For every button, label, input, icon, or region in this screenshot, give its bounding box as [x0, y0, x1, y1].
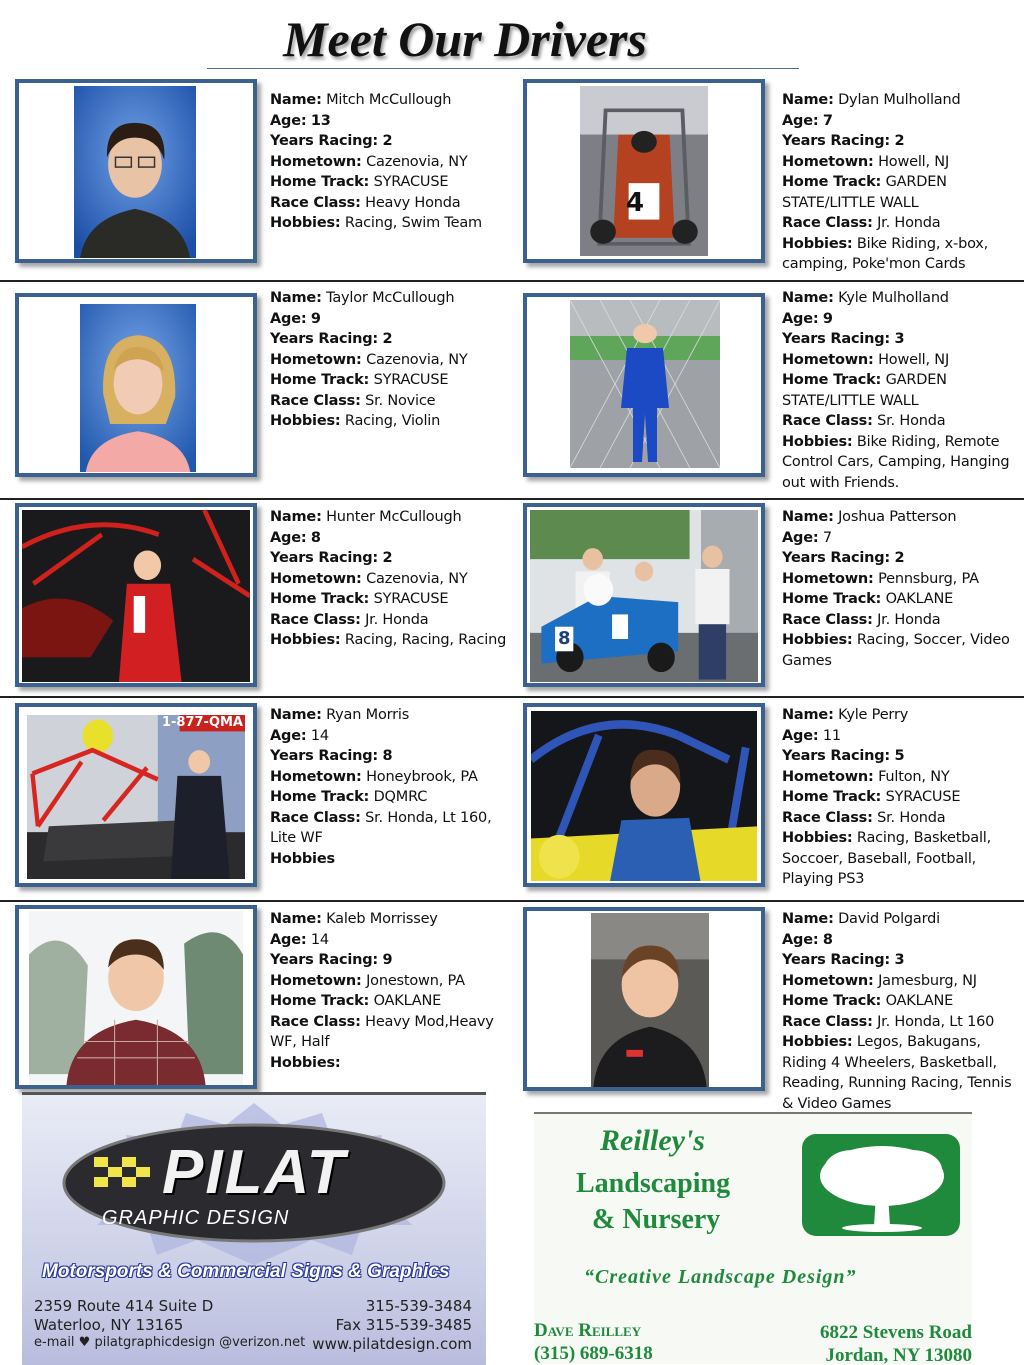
driver-info: Name: Kaleb Morrissey Age: 14 Years Racing: 9 Hometown: Jonestown, PA Home Track: OAKLANE Race Class: Heavy Mod,Heavy WF, Half Hobbies:: [270, 911, 494, 1071]
driver-info: Name: Kyle Mulholland Age: 9 Years Racing: 3 Hometown: Howell, NJ Home Track: GARDEN STATE/LITTLE WALL Race Class: Sr. Honda Hobbies: Bike Riding, Remote Control Cars, Camping, Hanging out with Friends.: [782, 290, 1010, 491]
driver-photo-frame: [15, 905, 257, 1089]
driver-info: Name: Mitch McCullough Age: 13 Years Racing: 2 Hometown: Cazenovia, NY Home Track: SYRACUSE Race Class: Heavy Honda Hobbies: Racing, Swim Team: [270, 92, 482, 231]
pilat-address-line: Waterloo, NY 13165: [34, 1316, 184, 1334]
banner-text: 1-877-QMA: [161, 715, 243, 730]
driver-info: Name: Kyle Perry Age: 11 Years Racing: 5 Hometown: Fulton, NY Home Track: SYRACUSE Race Class: Sr. Honda Hobbies: Racing, Basketball, Soccoer, Baseball, Football, Playing PS3: [782, 707, 992, 887]
reilley-ad: [534, 1112, 972, 1364]
reilley-address: Jordan, NY 13080: [825, 1345, 972, 1364]
driver-photo-frame: [523, 293, 765, 477]
pilat-subtitle: GRAPHIC DESIGN: [102, 1207, 290, 1229]
pilat-email: e-mail ♥ pilatgraphicdesign @verizon.net: [34, 1335, 306, 1350]
driver-photo: [80, 304, 196, 472]
driver-photo-frame: [15, 293, 257, 477]
driver-photo: [22, 510, 250, 682]
pilat-fax: Fax 315-539-3485: [335, 1316, 472, 1334]
row-divider: [0, 696, 1024, 698]
tree-icon: [802, 1134, 960, 1236]
pilat-ad: [22, 1092, 486, 1365]
driver-photo: [27, 715, 245, 879]
driver-info: Name: Taylor McCullough Age: 9 Years Racing: 2 Hometown: Cazenovia, NY Home Track: SYRACUSE Race Class: Sr. Novice Hobbies: Racing, Violin: [270, 290, 468, 429]
reilley-phone: (315) 689-6318: [534, 1343, 653, 1364]
car-number: 8: [558, 628, 571, 649]
row-divider: [0, 498, 1024, 500]
row-divider: [0, 280, 1024, 282]
pilat-tagline: Motorsports & Commercial Signs & Graphics: [42, 1261, 450, 1282]
driver-photo: [591, 913, 709, 1087]
driver-photo-frame: [15, 703, 257, 887]
reilley-tagline: “Creative Landscape Design”: [584, 1266, 857, 1288]
reilley-name: Landscaping: [576, 1168, 731, 1199]
title-underline: [207, 68, 799, 69]
driver-photo: [530, 510, 758, 682]
car-number: 4: [625, 188, 645, 218]
driver-info: Name: Dylan Mulholland Age: 7 Years Racing: 2 Hometown: Howell, NJ Home Track: GARDEN STATE/LITTLE WALL Race Class: Jr. Honda Hobbies: Bike Riding, x-box, camping, Poke'mon Cards: [782, 92, 989, 272]
driver-photo: [570, 300, 720, 468]
driver-photo-frame: [15, 79, 257, 263]
driver-photo-frame: [523, 503, 765, 687]
reilley-address: 6822 Stevens Road: [819, 1322, 972, 1343]
pilat-logo-text: PILAT: [162, 1138, 347, 1207]
driver-photo: [74, 86, 196, 258]
driver-info: Name: Ryan Morris Age: 14 Years Racing: 8 Hometown: Honeybrook, PA Home Track: DQMRC Race Class: Sr. Honda, Lt 160, Lite WF Hobbies: [270, 707, 492, 867]
tree-logo: [802, 1134, 960, 1236]
page-title: Meet Our Drivers: [283, 11, 647, 67]
driver-photo: [531, 711, 757, 881]
driver-photo-frame: [15, 503, 257, 687]
pilat-website: www.pilatdesign.com: [312, 1335, 472, 1353]
reilley-contact-name: Dave Reilley: [534, 1320, 642, 1341]
pilat-address-line: 2359 Route 414 Suite D: [34, 1297, 214, 1315]
pilat-phone: 315-539-3484: [365, 1297, 472, 1315]
row-divider: [0, 900, 1024, 902]
driver-photo-frame: [523, 703, 765, 887]
reilley-name: Reilley's: [600, 1124, 705, 1157]
reilley-name: & Nursery: [592, 1204, 721, 1235]
driver-info: Name: David Polgardi Age: 8 Years Racing: 3 Hometown: Jamesburg, NJ Home Track: OAKLANE Race Class: Jr. Honda, Lt 160 Hobbies: Legos, Bakugans, Riding 4 Wheelers, Basketball, Reading, Running Racing, Tennis & Video Games: [782, 911, 1012, 1112]
driver-info: Name: Joshua Patterson Age: 7 Years Racing: 2 Hometown: Pennsburg, PA Home Track: OAKLANE Race Class: Jr. Honda Hobbies: Racing, Soccer, Video Games: [782, 509, 1010, 669]
driver-photo: [29, 911, 243, 1085]
driver-photo-frame: [523, 907, 765, 1091]
driver-photo: [580, 86, 708, 256]
driver-photo-frame: [523, 79, 765, 263]
driver-info: Name: Hunter McCullough Age: 8 Years Racing: 2 Hometown: Cazenovia, NY Home Track: SYRACUSE Race Class: Jr. Honda Hobbies: Racing, Racing, Racing: [270, 509, 507, 648]
